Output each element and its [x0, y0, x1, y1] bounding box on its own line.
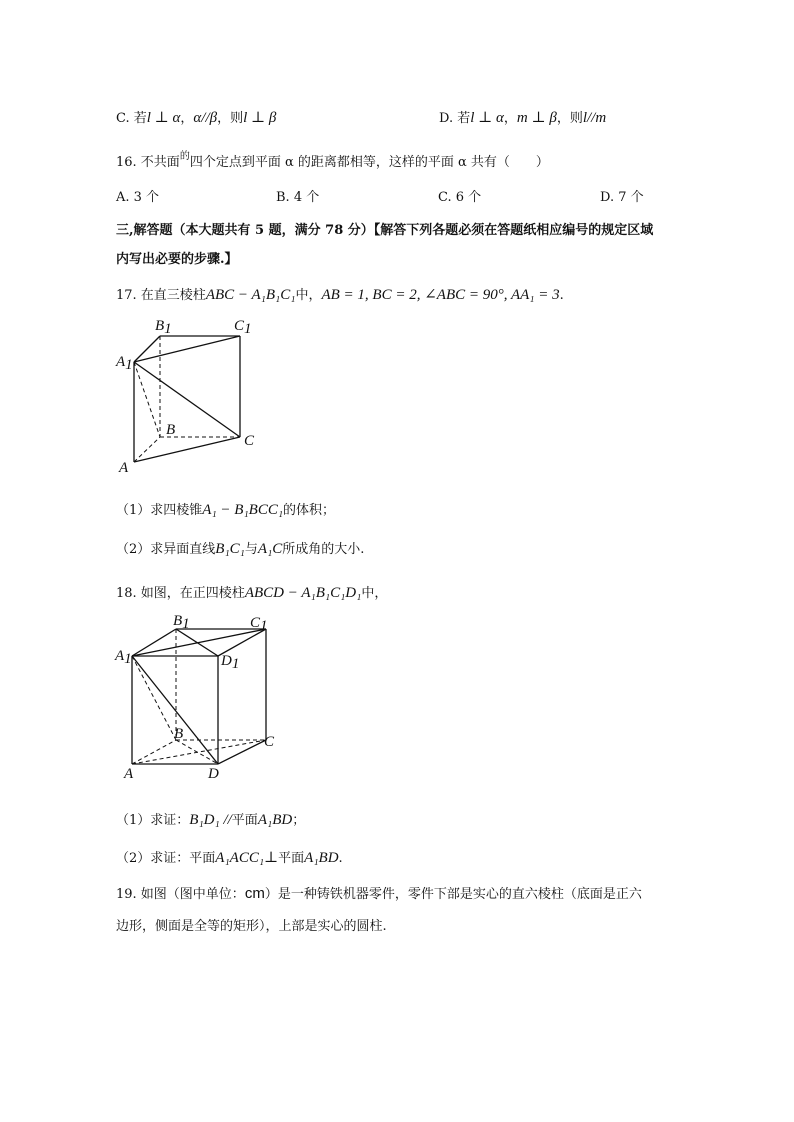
unit-cm: cm: [244, 885, 265, 902]
math-expr: A₁ − B₁BCC₁: [202, 502, 284, 518]
section-3-header-line1: 三,解答题（本大题共有 5 题，满分 78 分）【解答下列各题必须在答题纸相应编号的规定区域: [116, 223, 654, 238]
math-expr: l ⊥ α: [470, 110, 504, 126]
label-a: A: [119, 460, 129, 476]
math-expr: AB = 1, BC = 2, ∠ABC = 90°, AA₁ = 3: [321, 287, 560, 303]
label-c1: C1: [234, 318, 252, 337]
q18-part1: （1）求证：B₁D₁ //平面A₁BD；: [116, 812, 306, 828]
q17-stem: 17. 在直三棱柱ABC − A₁B₁C₁中，AB = 1, BC = 2, ∠ABC = 90°, AA₁ = 3.: [116, 287, 564, 303]
math-expr: B₁D₁ //: [189, 812, 232, 828]
label-b1: B1: [155, 318, 172, 337]
math-expr: l ⊥ α: [146, 110, 181, 126]
math-expr: m ⊥ β: [516, 110, 557, 126]
q15-option-d: D. 若l ⊥ α，m ⊥ β，则l//m: [439, 110, 607, 126]
math-expr: ABC − A₁B₁C₁: [205, 287, 296, 303]
q18-prism-figure: [110, 612, 290, 784]
math-expr: A₁BD: [304, 850, 339, 866]
label-c: C: [264, 734, 275, 750]
label-b1: B1: [173, 613, 190, 632]
q16-option-d: D. 7 个: [600, 190, 644, 205]
q17-prism-figure: [110, 312, 270, 477]
q16-option-c: C. 6 个: [438, 190, 482, 205]
q19-line1: 19. 如图（图中单位：cm）是一种铸铁机器零件，零件下部是实心的直六棱柱（底面是正六: [116, 885, 642, 902]
q17-part2: （2）求异面直线B₁C₁与A₁C所成角的大小.: [116, 541, 365, 557]
q16-stem: 16. 不共面$^的$四个定点到平面 α 的距离都相等，这样的平面 α 共有（ ）: [116, 151, 549, 170]
math-expr: l ⊥ β: [243, 110, 277, 126]
label-d: D: [208, 766, 219, 782]
label-b: B: [174, 726, 184, 742]
math-expr: A₁C: [257, 541, 283, 557]
q15-option-c: C. 若l ⊥ α，α//β，则l ⊥ β: [116, 110, 277, 126]
section-3-header-line2: 内写出必要的步骤.】: [116, 252, 238, 267]
label-a: A: [124, 766, 134, 782]
q16-option-a: A. 3 个: [116, 190, 160, 205]
math-expr: A₁ACC₁⊥: [215, 850, 279, 866]
math-expr: α//β: [193, 110, 218, 126]
label-b: B: [166, 422, 176, 438]
q18-part2: （2）求证：平面A₁ACC₁⊥平面A₁BD.: [116, 850, 343, 866]
q19-line2: 边形，侧面是全等的矩形），上部是实心的圆柱.: [116, 919, 387, 934]
q16-option-b: B. 4 个: [276, 190, 320, 205]
math-expr: A₁BD: [257, 812, 293, 828]
math-expr: ABCD − A₁B₁C₁D₁: [244, 585, 362, 601]
label-a1: A1: [116, 354, 133, 373]
q16-small-char: 的: [179, 151, 190, 162]
math-expr: l//m: [582, 110, 607, 126]
q17-part1: （1）求四棱锥A₁ − B₁BCC₁的体积；: [116, 502, 336, 518]
label-a1: A1: [115, 648, 132, 667]
label-c: C: [244, 433, 255, 449]
label-c1: C1: [250, 615, 268, 634]
math-expr: B₁C₁: [215, 541, 245, 557]
label-d1: D1: [221, 653, 240, 672]
q18-stem: 18. 如图，在正四棱柱ABCD − A₁B₁C₁D₁中，: [116, 585, 388, 601]
